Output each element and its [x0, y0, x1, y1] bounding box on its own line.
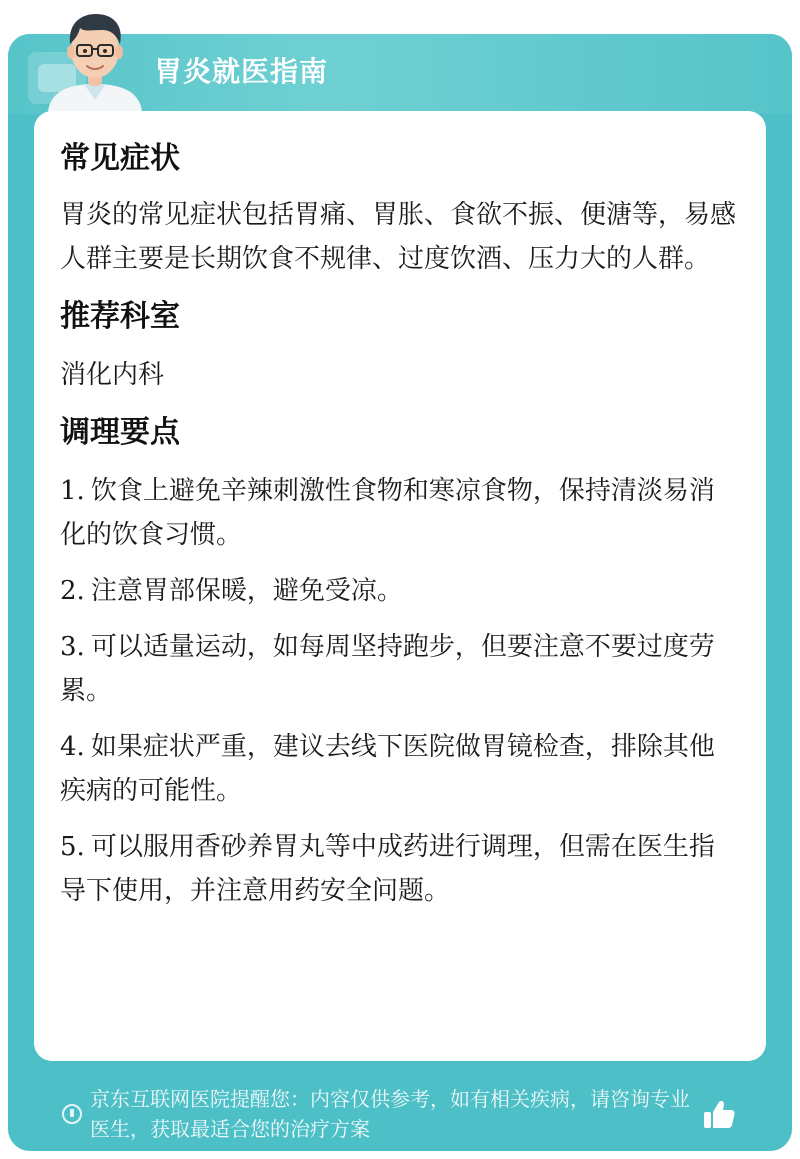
footer-notice: 京东互联网医院提醒您：内容仅供参考，如有相关疾病，请咨询专业医生，获取最适合您的治疗方案 — [90, 1087, 690, 1141]
list-text: 注意胃部保暖，避免受凉。 — [90, 576, 403, 606]
page-title: 胃炎就医指南 — [154, 55, 329, 88]
list-number: 5. — [60, 832, 85, 862]
department-text: 消化内科 — [60, 360, 165, 390]
list-item — [60, 569, 740, 613]
list-text: 如果症状严重，建议去线下医院做胃镜检查，排除其他疾病的可能性。 — [60, 732, 715, 806]
thumbs-up-icon[interactable] — [702, 1098, 736, 1132]
care-list — [60, 469, 740, 913]
symptoms-text: 胃炎的常见症状包括胃痛、胃胀、食欲不振、便溏等，易感人群主要是长期饮食不规律、过度饮酒、压力大的人群。 — [60, 200, 737, 274]
list-text: 可以适量运动，如每周坚持跑步，但要注意不要过度劳累。 — [60, 632, 715, 706]
list-item — [60, 825, 740, 913]
info-icon — [62, 1104, 82, 1124]
footer — [8, 1072, 792, 1151]
list-text: 可以服用香砂养胃丸等中成药进行调理，但需在医生指导下使用，并注意用药安全问题。 — [60, 832, 715, 906]
department-title: 推荐科室 — [60, 299, 180, 334]
list-number: 1. — [60, 476, 85, 506]
list-number: 3. — [60, 632, 85, 662]
list-number: 4. — [60, 732, 85, 762]
symptoms-title: 常见症状 — [60, 141, 180, 176]
list-number: 2. — [60, 576, 85, 606]
doctor-avatar — [40, 8, 150, 112]
list-item — [60, 725, 740, 813]
list-item — [60, 625, 740, 713]
care-title: 调理要点 — [60, 415, 180, 450]
content-panel — [34, 111, 766, 1061]
list-text: 饮食上避免辛辣刺激性食物和寒凉食物，保持清淡易消化的饮食习惯。 — [60, 476, 715, 550]
list-item — [60, 469, 740, 557]
